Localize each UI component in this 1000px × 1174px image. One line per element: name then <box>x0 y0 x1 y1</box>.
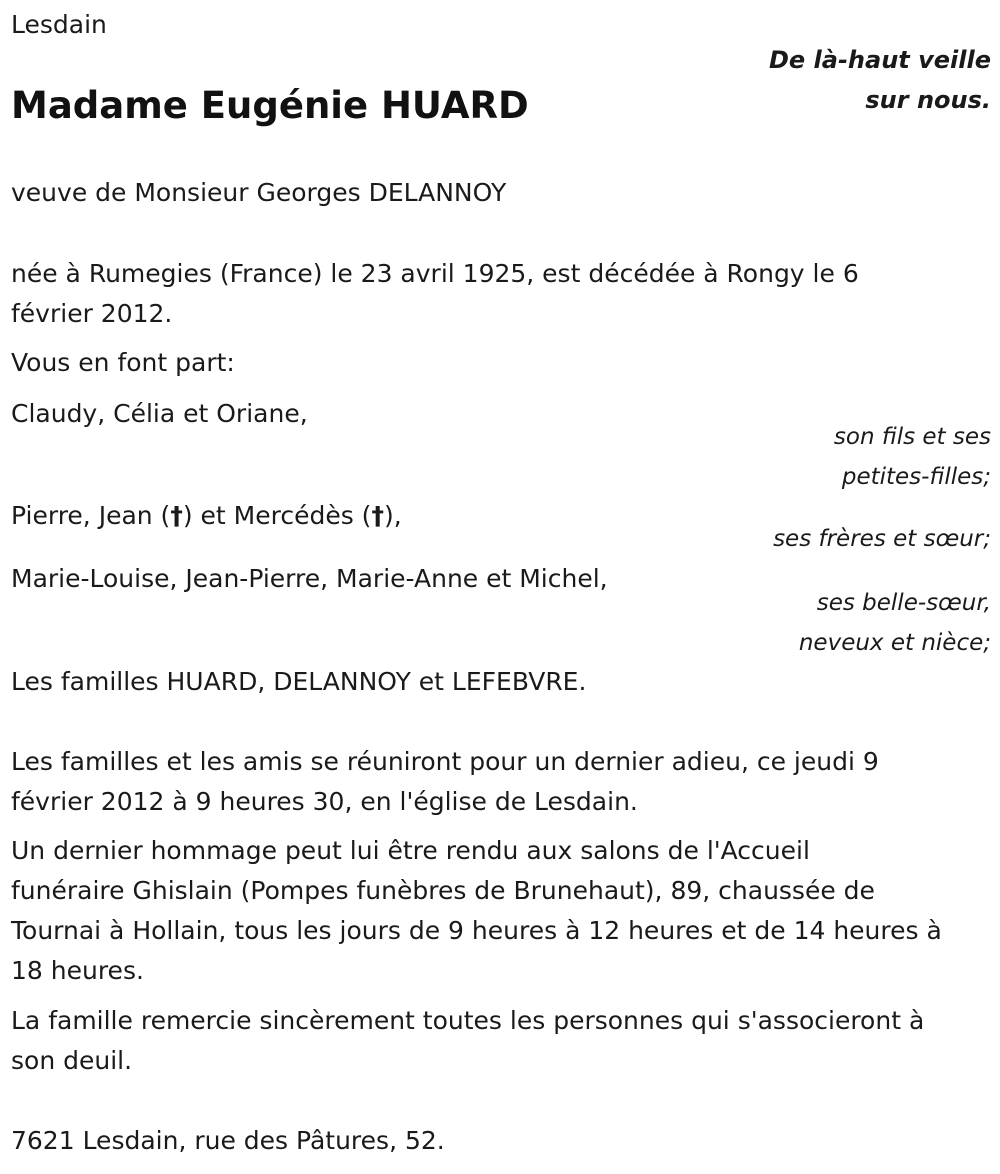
family-names-2-part-3: ), <box>383 501 402 530</box>
ceremony-line-1: Les familles et les amis se réuniront pour un dernier adieu, ce jeudi 9 <box>11 747 879 776</box>
motto-line-2: sur nous. <box>865 86 991 114</box>
family-relation-2 <box>671 519 991 559</box>
birth-death-statement <box>11 254 991 334</box>
tribute-line-2: funéraire Ghislain (Pompes funèbres de Brunehaut), 89, chaussée de <box>11 876 875 905</box>
families-line: Les familles HUARD, DELANNOY et LEFEBVRE. <box>11 667 587 696</box>
motto-line-1: De là-haut veille <box>768 46 991 74</box>
family-relation-3 <box>671 583 991 663</box>
family-names-1: Claudy, Célia et Oriane, <box>11 399 308 428</box>
ceremony-line-2: février 2012 à 9 heures 30, en l'église de Lesdain. <box>11 787 638 816</box>
ceremony-paragraph <box>11 742 991 822</box>
widow-of: veuve de Monsieur Georges DELANNOY <box>11 178 507 207</box>
address: 7621 Lesdain, rue des Pâtures, 52. <box>11 1126 445 1155</box>
family-relation-2-line-1: ses frères et sœur; <box>773 526 991 552</box>
town-name: Lesdain <box>11 10 107 39</box>
thanks-line-2: son deuil. <box>11 1046 133 1075</box>
family-relation-3-line-1: ses belle-sœur, <box>816 590 991 616</box>
cross-icon: † <box>170 501 183 530</box>
family-relation-1-line-2: petites-filles; <box>841 464 991 490</box>
tribute-line-4: 18 heures. <box>11 956 144 985</box>
motto <box>691 40 991 120</box>
family-names-3: Marie-Louise, Jean-Pierre, Marie-Anne et Michel, <box>11 564 608 593</box>
birth-death-line-2: février 2012. <box>11 299 173 328</box>
family-relation-3-line-2: neveux et nièce; <box>798 630 991 656</box>
obituary-notice <box>11 0 991 1174</box>
family-relation-1 <box>671 417 991 497</box>
thanks-paragraph <box>11 1001 991 1081</box>
birth-death-line-1: née à Rumegies (France) le 23 avril 1925, est décédée à Rongy le 6 <box>11 259 859 288</box>
tribute-paragraph <box>11 831 991 991</box>
family-names-2-part-2: ) et Mercédès ( <box>182 501 372 530</box>
tribute-line-1: Un dernier hommage peut lui être rendu aux salons de l'Accueil <box>11 836 810 865</box>
family-names-2-part-1: Pierre, Jean ( <box>11 501 171 530</box>
thanks-line-1: La famille remercie sincèrement toutes les personnes qui s'associeront à <box>11 1006 925 1035</box>
deceased-name: Madame Eugénie HUARD <box>11 84 529 127</box>
cross-icon: † <box>371 501 384 530</box>
tribute-line-3: Tournai à Hollain, tous les jours de 9 heures à 12 heures et de 14 heures à <box>11 916 942 945</box>
family-names-2 <box>11 496 402 536</box>
announcement: Vous en font part: <box>11 348 235 377</box>
family-relation-1-line-1: son fils et ses <box>833 424 991 450</box>
